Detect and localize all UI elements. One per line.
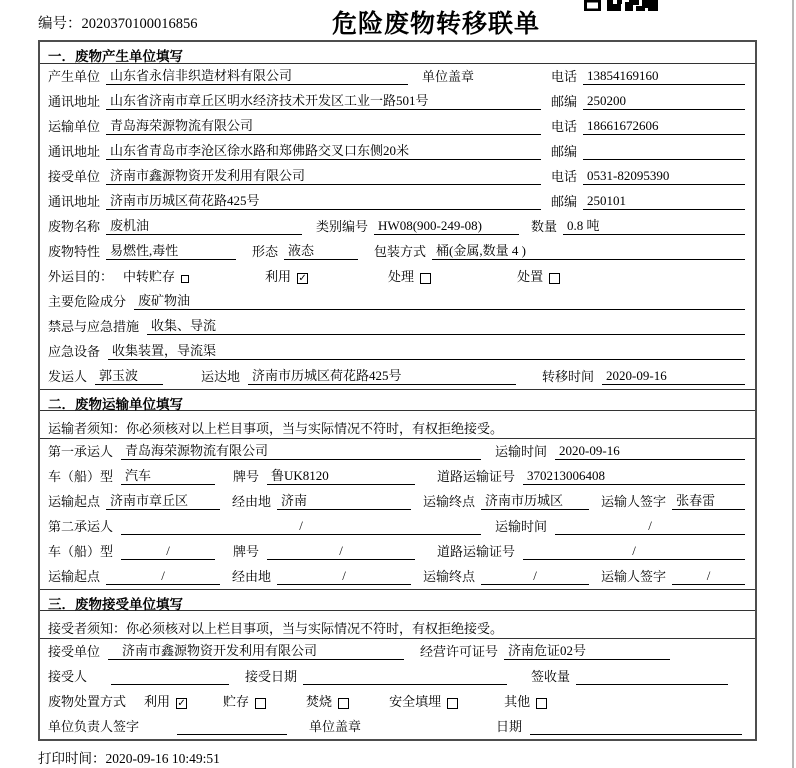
- row-route2: [40, 564, 755, 589]
- form-value: 液态: [284, 243, 358, 260]
- producer-addr-value: 山东省济南市章丘区明水经济技术开发区工业一路501号: [106, 93, 541, 110]
- page-right-edge: [792, 0, 794, 768]
- section2-title: 二．废物运输单位填写: [40, 389, 755, 411]
- time1-label: 运输时间: [495, 444, 548, 459]
- carrier1-value: 青岛海荣源物流有限公司: [121, 443, 481, 460]
- license1-label: 道路运输证号: [437, 469, 516, 484]
- transporter-phone-label: 电话: [550, 119, 577, 134]
- license2-value: /: [523, 543, 745, 560]
- row-first-carrier: [40, 439, 755, 464]
- packing-label: 包装方式: [374, 244, 427, 259]
- receiver-addr-label: 通讯地址: [48, 194, 101, 209]
- via2-label: 经由地: [232, 569, 272, 584]
- page-title: 危险废物转移联单: [332, 11, 541, 38]
- end2-value: /: [481, 568, 589, 585]
- row-emergency-equipment: [40, 339, 755, 364]
- row-hazard-components: [40, 289, 755, 314]
- carrier2-label: 第二承运人: [48, 519, 114, 534]
- accept-unit-label: 接受单位: [48, 644, 101, 659]
- transporter-zip-label: 邮编: [550, 144, 577, 159]
- via2-value: /: [277, 568, 411, 585]
- license2-label: 道路运输证号: [437, 544, 516, 559]
- disposal-method-label: 废物处置方式: [48, 694, 127, 709]
- row-shipper: [40, 364, 755, 389]
- quantity-label: 数量: [531, 219, 558, 234]
- row-accept-unit: [40, 639, 755, 664]
- checkbox-method-utilize[interactable]: ✓: [177, 697, 186, 709]
- serial-number: [38, 12, 198, 33]
- checkbox-dispose[interactable]: [549, 273, 560, 284]
- method-option-utilize: 利用: [144, 694, 171, 709]
- row-transporter-address: [40, 139, 755, 164]
- hazard-value: 废矿物油: [134, 293, 745, 310]
- form-header: [0, 0, 796, 40]
- plate1-label: 牌号: [233, 469, 260, 484]
- waste-name-label: 废物名称: [48, 219, 101, 234]
- shipper-label: 发运人: [48, 369, 88, 384]
- via1-value: 济南: [277, 493, 411, 510]
- dest-value: 济南市历城区荷花路425号: [248, 368, 516, 385]
- row-receiver-address: [40, 189, 755, 214]
- producer-label: 产生单位: [48, 69, 101, 84]
- serial-label: 编号：: [38, 16, 82, 32]
- origin2-value: /: [106, 568, 220, 585]
- receiver-zip-value: 250101: [583, 193, 745, 210]
- producer-zip-label: 邮编: [550, 94, 577, 109]
- amount-label: 签收量: [531, 669, 571, 684]
- quantity-value: 0.8 吨: [563, 218, 745, 235]
- checkbox-method-storage[interactable]: [255, 698, 266, 709]
- print-time-label: 打印时间：: [38, 751, 106, 766]
- vehicle2-label: 车（船）型: [48, 544, 114, 559]
- transporter-value: 青岛海荣源物流有限公司: [106, 118, 541, 135]
- transporter-phone-value: 18661672606: [583, 118, 745, 135]
- manager-sign-label: 单位负责人签字: [48, 719, 140, 734]
- checkbox-method-incinerate[interactable]: [338, 698, 349, 709]
- receiver-label: 接受单位: [48, 169, 101, 184]
- characteristics-value: 易燃性,毒性: [106, 243, 236, 260]
- carrier-notice: 运输者须知：你必须核对以上栏目事项，当与实际情况不符时，有权拒绝接受。: [40, 411, 755, 439]
- vehicle1-value: 汽车: [121, 468, 215, 485]
- purpose-option-treat: 处理: [388, 269, 415, 284]
- serial-value: 2020370100016856: [81, 16, 198, 32]
- transporter-label: 运输单位: [48, 119, 101, 134]
- accept-unit-value: 济南市鑫源物资开发利用有限公司: [108, 643, 404, 660]
- producer-addr-label: 通讯地址: [48, 94, 101, 109]
- receiver-value: 济南市鑫源物资开发利用有限公司: [106, 168, 541, 185]
- unit-seal-label: 单位盖章: [309, 719, 362, 734]
- row-outbound-purpose: [40, 264, 755, 289]
- row-taboo-measures: [40, 314, 755, 339]
- time2-value: /: [555, 518, 745, 535]
- sign-date-value: [530, 734, 742, 735]
- purpose-option-utilize: 利用: [265, 269, 292, 284]
- origin2-label: 运输起点: [48, 569, 101, 584]
- purpose-option-dispose: 处置: [517, 269, 544, 284]
- purpose-option-transfer-storage: 中转贮存: [123, 269, 176, 284]
- amount-value: [576, 684, 728, 685]
- producer-phone-value: 13854169160: [583, 68, 745, 85]
- time2-label: 运输时间: [495, 519, 548, 534]
- row-acceptor: [40, 664, 755, 689]
- origin1-label: 运输起点: [48, 494, 101, 509]
- method-option-incinerate: 焚烧: [306, 694, 333, 709]
- producer-phone-label: 电话: [550, 69, 577, 84]
- row-waste-characteristics: [40, 239, 755, 264]
- form-body: [38, 40, 757, 741]
- time1-value: 2020-09-16: [555, 443, 745, 460]
- waste-name-value: 废机油: [106, 218, 302, 235]
- vehicle2-value: /: [121, 543, 215, 560]
- via1-label: 经由地: [232, 494, 272, 509]
- qr-code-fragment: [584, 0, 658, 11]
- receiver-phone-label: 电话: [550, 169, 577, 184]
- row-receiver: [40, 164, 755, 189]
- producer-zip-value: 250200: [583, 93, 745, 110]
- checkbox-utilize[interactable]: ✓: [298, 272, 307, 284]
- equipment-label: 应急设备: [48, 344, 101, 359]
- checkbox-transfer-storage[interactable]: [181, 275, 189, 283]
- method-option-storage: 贮存: [223, 694, 250, 709]
- acceptor-value: [111, 684, 229, 685]
- transporter-zip-value: [583, 159, 745, 160]
- accept-date-value: [303, 684, 507, 685]
- producer-value: 山东省永信非织造材料有限公司: [106, 68, 408, 85]
- transfer-date-value: 2020-09-16: [602, 368, 745, 385]
- plate1-value: 鲁UK8120: [267, 468, 415, 485]
- vehicle1-label: 车（船）型: [48, 469, 114, 484]
- receiver-phone-value: 0531-82095390: [583, 168, 745, 185]
- origin1-value: 济南市章丘区: [106, 493, 220, 510]
- plate2-value: /: [267, 543, 415, 560]
- row-producer-address: [40, 89, 755, 114]
- hazard-label: 主要危险成分: [48, 294, 127, 309]
- print-time-value: 2020-09-16 10:49:51: [105, 751, 220, 766]
- sign2-value: /: [672, 568, 745, 585]
- sign-date-label: 日期: [496, 719, 523, 734]
- row-route1: [40, 489, 755, 514]
- end2-label: 运输终点: [423, 569, 476, 584]
- checkbox-treat[interactable]: [420, 273, 431, 284]
- checkbox-method-landfill[interactable]: [447, 698, 458, 709]
- transporter-addr-value: 山东省青岛市李沧区徐水路和郑佛路交叉口东侧20米: [106, 143, 541, 160]
- row-manager-sign: [40, 714, 755, 739]
- sign1-value: 张春雷: [672, 493, 745, 510]
- transfer-date-label: 转移时间: [542, 369, 595, 384]
- checkbox-method-other[interactable]: [536, 698, 547, 709]
- packing-value: 桶(金属,数量 4 ): [432, 243, 745, 260]
- producer-seal-label: 单位盖章: [422, 69, 475, 84]
- form-label: 形态: [252, 244, 279, 259]
- sign1-label: 运输人签字: [601, 494, 667, 509]
- shipper-value: 郭玉波: [95, 368, 163, 385]
- dest-label: 运达地: [201, 369, 241, 384]
- method-option-landfill: 安全填埋: [389, 694, 442, 709]
- row-waste-name: [40, 214, 755, 239]
- permit-label: 经营许可证号: [420, 644, 499, 659]
- row-second-carrier: [40, 514, 755, 539]
- row-vehicle2: [40, 539, 755, 564]
- row-vehicle1: [40, 464, 755, 489]
- manager-sign-value: [177, 734, 287, 735]
- end1-value: 济南市历城区: [481, 493, 589, 510]
- transporter-addr-label: 通讯地址: [48, 144, 101, 159]
- print-time: [0, 741, 796, 767]
- license1-value: 370213006408: [523, 468, 745, 485]
- carrier2-value: /: [121, 518, 481, 535]
- row-producer: [40, 64, 755, 89]
- section1-title: 一．废物产生单位填写: [40, 42, 755, 64]
- carrier1-label: 第一承运人: [48, 444, 114, 459]
- characteristics-label: 废物特性: [48, 244, 101, 259]
- equipment-value: 收集装置，导流渠: [108, 343, 745, 360]
- acceptor-notice: 接受者须知：你必须核对以上栏目事项，当与实际情况不符时，有权拒绝接受。: [40, 611, 755, 639]
- plate2-label: 牌号: [233, 544, 260, 559]
- taboo-value: 收集、导流: [147, 318, 745, 335]
- receiver-zip-label: 邮编: [550, 194, 577, 209]
- row-transporter: [40, 114, 755, 139]
- taboo-label: 禁忌与应急措施: [48, 319, 140, 334]
- row-disposal-method: [40, 689, 755, 714]
- accept-date-label: 接受日期: [245, 669, 298, 684]
- category-label: 类别编号: [316, 219, 369, 234]
- category-value: HW08(900-249-08): [374, 218, 519, 235]
- acceptor-label: 接受人: [48, 669, 88, 684]
- receiver-addr-value: 济南市历城区荷花路425号: [106, 193, 541, 210]
- end1-label: 运输终点: [423, 494, 476, 509]
- section3-title: 三．废物接受单位填写: [40, 589, 755, 611]
- method-option-other: 其他: [504, 694, 531, 709]
- permit-value: 济南危证02号: [504, 643, 670, 660]
- sign2-label: 运输人签字: [601, 569, 667, 584]
- purpose-label: 外运目的：: [48, 269, 114, 284]
